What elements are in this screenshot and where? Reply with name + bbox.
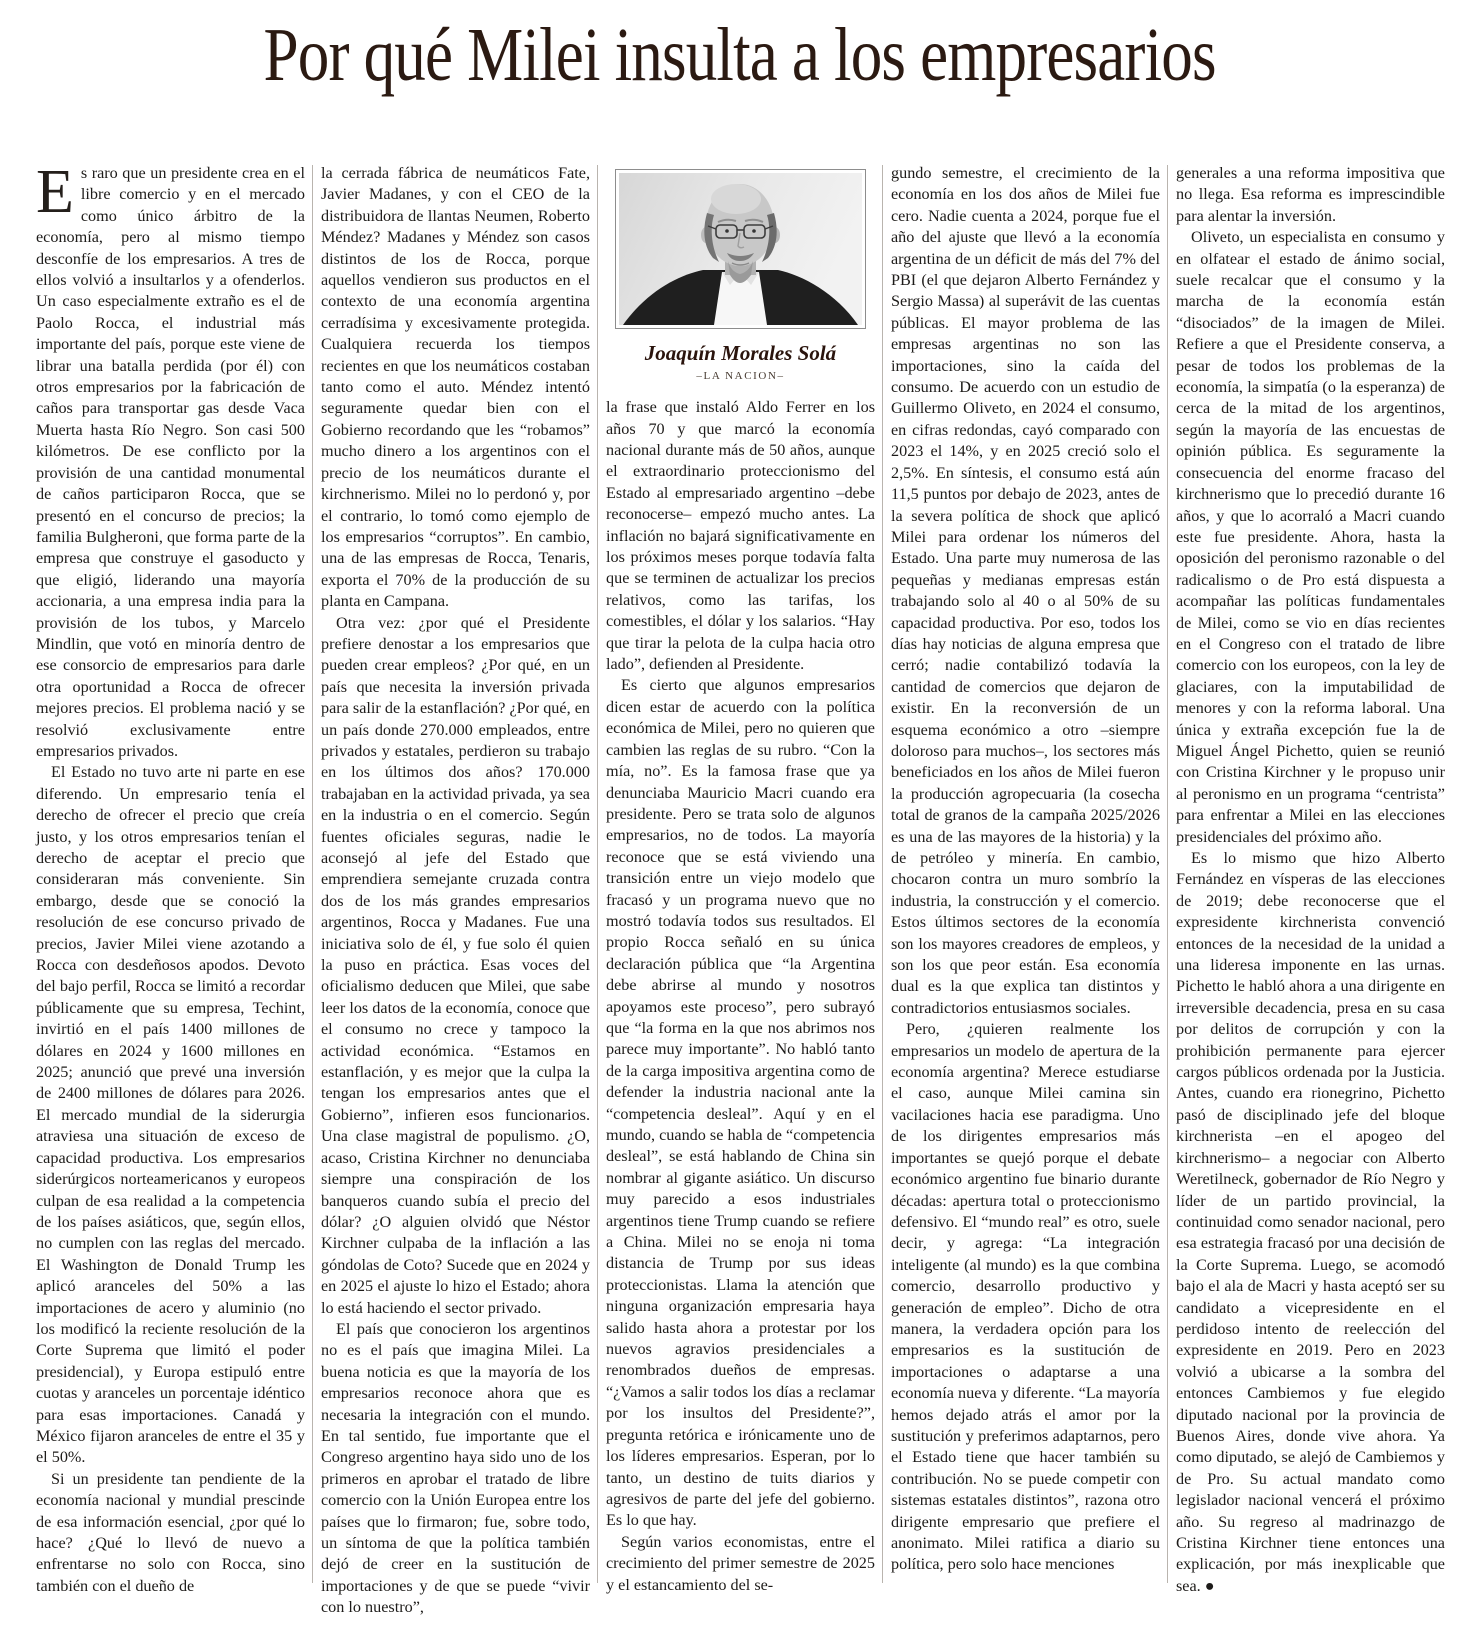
paragraph: Si un presidente tan pendiente de la economía nacional y mundial prescinde de esa información esencial, ¿por qué lo hace? ¿Qué lo llevó de nuevo a enfrentarse no solo con Rocca, sino también con el dueño de: [36, 1469, 305, 1595]
paragraph: Pero, ¿quieren realmente los empresarios un modelo de apertura de la economía argentina? Merece estudiarse el caso, aunque Milei camina sin vacilaciones hacia ese paradigma. Uno de los dirigentes empresarios más importantes se quejó porque el debate económico argentino fue binario durante décadas: apertura total o proteccionismo defensivo. El “mundo real” es otro, suele decir, y agrega: “La integración inteligente (al mundo) es la que combina comercio, desarrollo productivo y generación de empleo”. Dicho de otra manera, la verdadera opción para los empresarios es la sustitución de importaciones o adaptarse a una economía nueva y diferente. “La mayoría hemos dejado atrás el amor por la sustitución y preferimos adaptarnos, pero el Estado tiene que hacer también su contribución. No se puede competir con sistemas estatales distintos”, razona otro dirigente empresario que prefiere el anonimato. Milei ratifica a diario su política, pero solo hace menciones: [891, 1020, 1160, 1574]
column-rule: [312, 165, 313, 1583]
paragraph: la cerrada fábrica de neumáticos Fate, Javier Madanes, y con el CEO de la distribuidora de llantas Neumen, Roberto Méndez? Madanes y Méndez son casos distintos de los de Rocca, porque aquellos vendieron sus productos en el contexto de una economía argentina cerradísima y excesivamente protegida. Cualquiera recuerda los tiempos recientes en que los neumáticos costaban tanto como el auto. Méndez intentó seguramente quedar bien con el Gobierno recordando que les “robamos” mucho dinero a los argentinos con el precio de los neumáticos durante el kirchnerismo. Milei no lo perdonó y, por el contrario, lo tomó como ejemplo de los empresarios “corruptos”. En cambio, una de las empresas de Rocca, Tenaris, exporta el 70% de la producción de su planta en Campana.: [321, 164, 590, 611]
author-name: Joaquín Morales Solá: [644, 341, 837, 365]
column-3: [606, 163, 875, 1596]
paragraph: Es raro que un presidente crea en el libre comercio y en el mercado como único árbitro de la economía, pero al mismo tiempo desconfíe de los empresarios. A tres de ellos volvió a insultarlos y a ofenderlos. Un caso especialmente extraño es el de Paolo Rocca, el industrial más importante del país, porque este viene de librar una batalla perdida (por él) con otros empresarios por la fabricación de caños para transportar gas desde Vaca Muerta hasta Río Negro. Son casi 500 kilómetros. De ese conflicto por la provisión de una cantidad monumental de caños participaron Rocca, que se presentó en el concurso de precios; la familia Bulgheroni, que forma parte de la empresa que construye el gasoducto y que eligió, liderando una mayoría accionaria, a una empresa india para la provisión de los tubos, y Marcelo Mindlin, que votó en minoría dentro de ese consorcio de empresarios para darle otra oportunidad a Rocca de ofrecer mejores precios. El problema nació y se resolvió exclusivamente entre empresarios privados.: [36, 158, 305, 760]
paragraph: Es lo mismo que hizo Alberto Fernández en vísperas de las elecciones de 2019; debe reconocerse que el expresidente kirchnerista convenció entonces de la necesidad de la unidad a una lideresa imponente en las urnas. Pichetto le habló ahora a una dirigente en irreversible decadencia, presa en su casa por delitos de corrupción y con la prohibición permanente para ejercer cargos públicos ordenada por la Justicia. Antes, cuando era rionegrino, Pichetto pasó de disciplinado jefe del bloque kirchnerista –en el apogeo del kirchnerismo– a negociar con Alberto Weretilneck, gobernador de Río Negro y líder de un partido provincial, la continuidad como senador nacional, pero esa estrategia fracasó por una decisión de la Corte Suprema. Luego, se acomodó bajo el ala de Macri y hasta aceptó ser su candidato a vicepresidente en el perdidoso intento de reelección del expresidente en 2019. Pero en 2023 volvió a ubicarse a la sombra del entonces Cambiemos y fue elegido diputado nacional por la provincia de Buenos Aires, donde vive ahora. Ya como diputado, se alejó de Cambiemos y de Pro. Su actual mandato como legislador nacional vencerá el próximo año. Su regreso al madrinazgo de Cristina Kirchner tiene entonces una explicación, por más inexplicable que sea. ●: [1176, 849, 1445, 1595]
paragraph: El Estado no tuvo arte ni parte en ese diferendo. Un empresario tenía el derecho de ofrecer el precio que creía justo, y los otros empresarios tenían el derecho de aceptar el precio que consideraran más conveniente. Sin embargo, desde que se conoció la resolución de ese concurso privado de precios, Javier Milei viene azotando a Rocca con desdeñosos apodos. Devoto del bajo perfil, Rocca se limitó a recordar públicamente que su empresa, Techint, invirtió en el país 1400 millones de dólares en 2024 y 1600 millones en 2025; anunció que prevé una inversión de 2400 millones de dólares para 2026. El mercado mundial de la siderurgia atraviesa una situación de exceso de capacidad productiva. Los empresarios siderúrgicos norteamericanos y europeos culpan de esa realidad a la competencia de los países asiáticos, que, según ellos, no cumplen con las reglas del mercado. El Washington de Donald Trump les aplicó aranceles del 50% a las importaciones de acero y aluminio (no los modificó la reciente resolución de la Corte Suprema que limitó el poder presidencial), y Europa estipuló entre cuotas y aranceles un porcentaje idéntico para esas importaciones. Canadá y México fijaron aranceles de entre el 35 y el 50%.: [36, 763, 305, 1467]
paragraph: Otra vez: ¿por qué el Presidente prefiere denostar a los empresarios que pueden crear empleos? ¿Por qué, en un país que necesita la inversión privada para salir de la estanflación? ¿Por qué, en un país donde 270.000 empleados, entre privados y estatales, perdieron su trabajo en los últimos dos años? 170.000 trabajaban en la actividad privada, ya sea en la industria o en el comercio. Según fuentes oficiales seguras, nadie le aconsejó al jefe del Estado que emprendiera semejante cruzada contra dos de los más grandes empresarios argentinos, Rocca y Madanes. Fue una iniciativa solo de él, y fue solo él quien la puso en práctica. Esas voces del oficialismo deducen que Milei, que sabe leer los datos de la economía, conoce que el consumo no crece y tampoco la actividad económica. “Estamos en estanflación, y es mejor que la culpa la tengan los empresarios antes que el Gobierno”, infieren esos funcionarios. Una clase magistral de populismo. ¿O, acaso, Cristina Kirchner no denunciaba siempre una conspiración de los banqueros cuando subía el precio del dólar? ¿O alguien olvidó que Néstor Kirchner culpaba de la inflación a las góndolas de Coto? Sucede que en 2024 y en 2025 el ajuste lo hizo el Estado; ahora lo está haciendo el sector privado.: [321, 613, 590, 1317]
column-rule: [1167, 165, 1168, 1583]
article-title: Por qué Milei insulta a los empresarios: [263, 13, 1216, 97]
column-1: [36, 158, 305, 1597]
author-portrait-illustration: [619, 173, 862, 325]
paragraph: Es cierto que algunos empresarios dicen estar de acuerdo con la política económica de Milei, pero no quieren que cambien las reglas de su rubro. “Con la mía, no”. Es la famosa frase que ya denunciaba Mauricio Macri cuando era presidente. Pero se trata solo de algunos empresarios, no de todos. La mayoría reconoce que se está viviendo una transición entre un viejo modelo que fracasó y un programa nuevo que no mostró todavía todos sus resultados. El propio Rocca señaló en su única declaración pública que “la Argentina debe abrirse al mundo y nosotros apoyamos este proceso”, pero subrayó que “la forma en la que nos abrimos nos parece muy importante”. No habló tanto de la carga impositiva argentina como de defender la industria nacional ante la “competencia desleal”. Aquí y en el mundo, cuando se habla de “competencia desleal”, se está hablando de China sin nombrar al gigante asiático. Un discurso muy parecido a esos industriales argentinos tiene Trump cuando se refiere a China. Milei no se enoja ni toma distancia de Trump por sus ideas proteccionistas. Llama la atención que ninguna organización empresaria haya salido hasta ahora a protestar por los nuevos agravios presidenciales a renombrados dueños de empresas. “¿Vamos a salir todos los días a reclamar por los insultos del Presidente?”, pregunta retórica e irónicamente uno de los líderes empresarios. Esperan, por lo tanto, un destino de tuits diarios y agresivos de parte del jefe del gobierno. Es lo que hay.: [606, 676, 875, 1530]
author-photo: [615, 169, 866, 329]
byline-source: –LA NACION–: [696, 370, 785, 383]
column-2: [321, 163, 590, 1619]
paragraph: Según varios economistas, entre el crecimiento del primer semestre de 2025 y el estancamiento del se-: [606, 1532, 875, 1594]
column-5: [1176, 163, 1445, 1597]
paragraph: gundo semestre, el crecimiento de la economía en los dos años de Milei fue cero. Nadie cuenta a 2024, porque fue el año del ajuste que llevó a la economía argentina de un déficit de más del 7% del PBI (el que dejaron Alberto Fernández y Sergio Massa) al superávit de las cuentas públicas. El mayor problema de las empresas argentinas no son las importaciones, sino la caída del consumo. De acuerdo con un estudio de Guillermo Oliveto, en 2024 el consumo, en cifras redondas, cayó comparado con 2023 el 14%, y en 2025 creció solo el 2,5%. En síntesis, el consumo está aún 11,5 puntos por debajo de 2023, antes de la severa política de shock que aplicó Milei para ordenar los números del Estado. Una parte muy numerosa de las pequeñas y medianas empresas están trabajando solo al 40 o al 50% de su capacidad productiva. Por eso, todos los días hay noticias de alguna empresa que cerró; nadie contabilizó todavía la cantidad de comercios que dejaron de existir. En la reconversión de un esquema económico a otro –siempre doloroso para muchos–, los sectores más beneficiados en los años de Milei fueron la producción agropecuaria (la cosecha total de granos de la campaña 2025/2026 es una de las mayores de la historia) y la de petróleo y minería. En cambio, chocaron contra un muro sombrío la industria, la construcción y el comercio. Estos últimos sectores de la economía son los mayores creadores de empleos, y son los que peor están. Esa economía dual es la que explica tan distintos y contradictorios entusiasmos sociales.: [891, 164, 1160, 1017]
column-rule: [882, 165, 883, 1583]
paragraph: Oliveto, un especialista en consumo y en olfatear el estado de ánimo social, suele recalcar que el consumo y la marcha de la economía están “disociados” de la imagen de Milei. Refiere a que el Presidente conserva, a pesar de todos los problemas de la economía, la simpatía (o la esperanza) de cerca de la mitad de los argentinos, según la mayoría de las encuestas de opinión pública. Es seguramente la consecuencia del enorme fracaso del kirchnerismo que lo precedió durante 16 años, y que lo acorraló a Macri cuando este fue presidente. Ahora, hasta la oposición del peronismo razonable o del radicalismo o de Pro está dispuesta a acompañar las políticas fundamentales de Milei, como se vio en días recientes en el Congreso con el tratado de libre comercio con los europeos, con la ley de glaciares, con la imputabilidad de menores y con la reforma laboral. Una única y extraña excepción fue la de Miguel Ángel Pichetto, quien se reunió con Cristina Kirchner y le propuso unir al peronismo en un programa “centrista” para enfrentar a Milei en las elecciones presidenciales del próximo año.: [1176, 228, 1445, 846]
paragraph: generales a una reforma impositiva que no llega. Esa reforma es imprescindible para alentar la inversión.: [1176, 164, 1445, 225]
headline: [0, 13, 1479, 97]
column-4: [891, 163, 1160, 1576]
column-rule: [597, 165, 598, 1583]
paragraph: El país que conocieron los argentinos no es el país que imagina Milei. La buena noticia es que la mayoría de los empresarios reconoce ahora que es necesaria la integración con el mundo. En tal sentido, fue importante que el Congreso argentino haya sido uno de los primeros en aprobar el tratado de libre comercio con la Unión Europea entre los países que lo firmaron; fue, sobre todo, un síntoma de que la política también dejó de creer en la sustitución de importaciones y de que se puede “vivir con lo nuestro”,: [321, 1319, 590, 1617]
drop-cap: E: [36, 158, 74, 226]
paragraph: la frase que instaló Aldo Ferrer en los años 70 y que marcó la economía nacional durante más de 50 años, aunque el extraordinario proteccionismo del Estado al empresariado argentino –debe reconocerse– empezó mucho antes. La inflación no bajará significativamente en los próximos meses porque todavía falta que se terminen de actualizar los precios relativos, como las tarifas, los comestibles, el dólar y los salarios. “Hay que tirar la pelota de la culpa hacia otro lado”, defienden al Presidente.: [606, 398, 875, 674]
